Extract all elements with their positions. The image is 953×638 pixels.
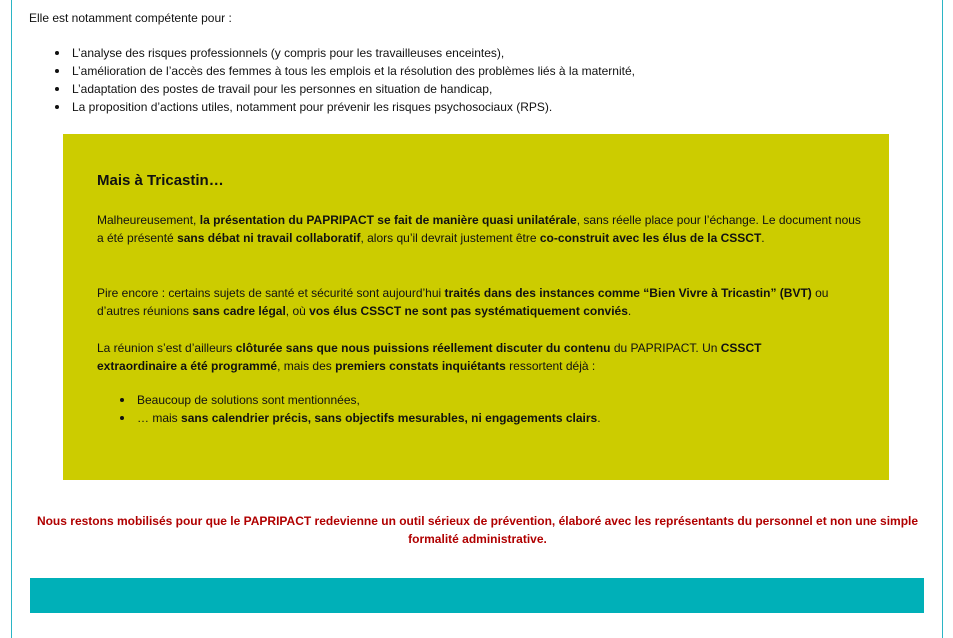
list-item: L’analyse des risques professionnels (y compris pour les travailleuses enceintes), (52, 44, 635, 62)
callout-box (63, 134, 889, 480)
callout-title: Mais à Tricastin… (97, 172, 224, 189)
text-run: Malheureusement, (97, 213, 200, 227)
text-run: . (627, 304, 632, 318)
bottom-bar (30, 578, 924, 613)
text-run: … mais (137, 411, 182, 425)
bold-run: clôturée sans que nous puissions réellement discuter du contenu (235, 341, 611, 355)
text-run: , alors qu’il devrait justement être (360, 231, 540, 245)
bold-run: traités dans des instances comme “Bien Vivre à Tricastin” (BVT) (444, 286, 812, 300)
list-item: L’amélioration de l’accès des femmes à tous les emplois et la résolution des problèmes liés à la maternité, (52, 62, 635, 80)
intro-text: Elle est notamment compétente pour : (29, 11, 232, 25)
text-run: ou d’autres réunions (97, 286, 829, 318)
bold-run: premiers constats inquiétants (335, 359, 506, 373)
list-item (117, 409, 601, 427)
list-item: La proposition d’actions utiles, notamment pour prévenir les risques psychosociaux (RPS). (52, 98, 635, 116)
callout-paragraph-3 (97, 339, 817, 375)
text-run: du PAPRIPACT. Un (610, 341, 721, 355)
text-run: Pire encore : certains sujets de santé et sécurité sont aujourd’hui (97, 286, 445, 300)
bold-run: co-construit avec les élus de la CSSCT (539, 231, 762, 245)
callout-paragraph-2 (97, 284, 837, 320)
bold-run: vos élus CSSCT ne sont pas systématiquement conviés (309, 304, 628, 318)
text-run: , mais des (277, 359, 336, 373)
text-run: , où (285, 304, 310, 318)
list-item: Beaucoup de solutions sont mentionnées, (117, 391, 601, 409)
text-run: La réunion s’est d’ailleurs (97, 341, 236, 355)
bold-run: sans cadre légal (192, 304, 286, 318)
text-run: , sans réelle place pour l’échange. Le document nous a été présenté (97, 213, 861, 245)
callout-paragraph-1 (97, 211, 867, 247)
bold-run: la présentation du PAPRIPACT se fait de manière quasi unilatérale (199, 213, 577, 227)
bold-run: sans calendrier précis, sans objectifs mesurables, ni engagements clairs (181, 411, 598, 425)
list-item: L’adaptation des postes de travail pour les personnes en situation de handicap, (52, 80, 635, 98)
responsibilities-list (52, 44, 635, 116)
closing-statement: Nous restons mobilisés pour que le PAPRIPACT redevienne un outil sérieux de prévention, élaboré avec les représentants du personnel et non une simple formalité administrative. (36, 514, 919, 546)
bold-run: sans débat ni travail collaboratif (177, 231, 361, 245)
text-run: . (597, 411, 601, 425)
text-run: . (761, 231, 765, 245)
text-run: ressortent déjà : (505, 359, 596, 373)
observations-list (117, 391, 601, 427)
bold-run: CSSCT extraordinaire a été programmé (97, 341, 762, 373)
